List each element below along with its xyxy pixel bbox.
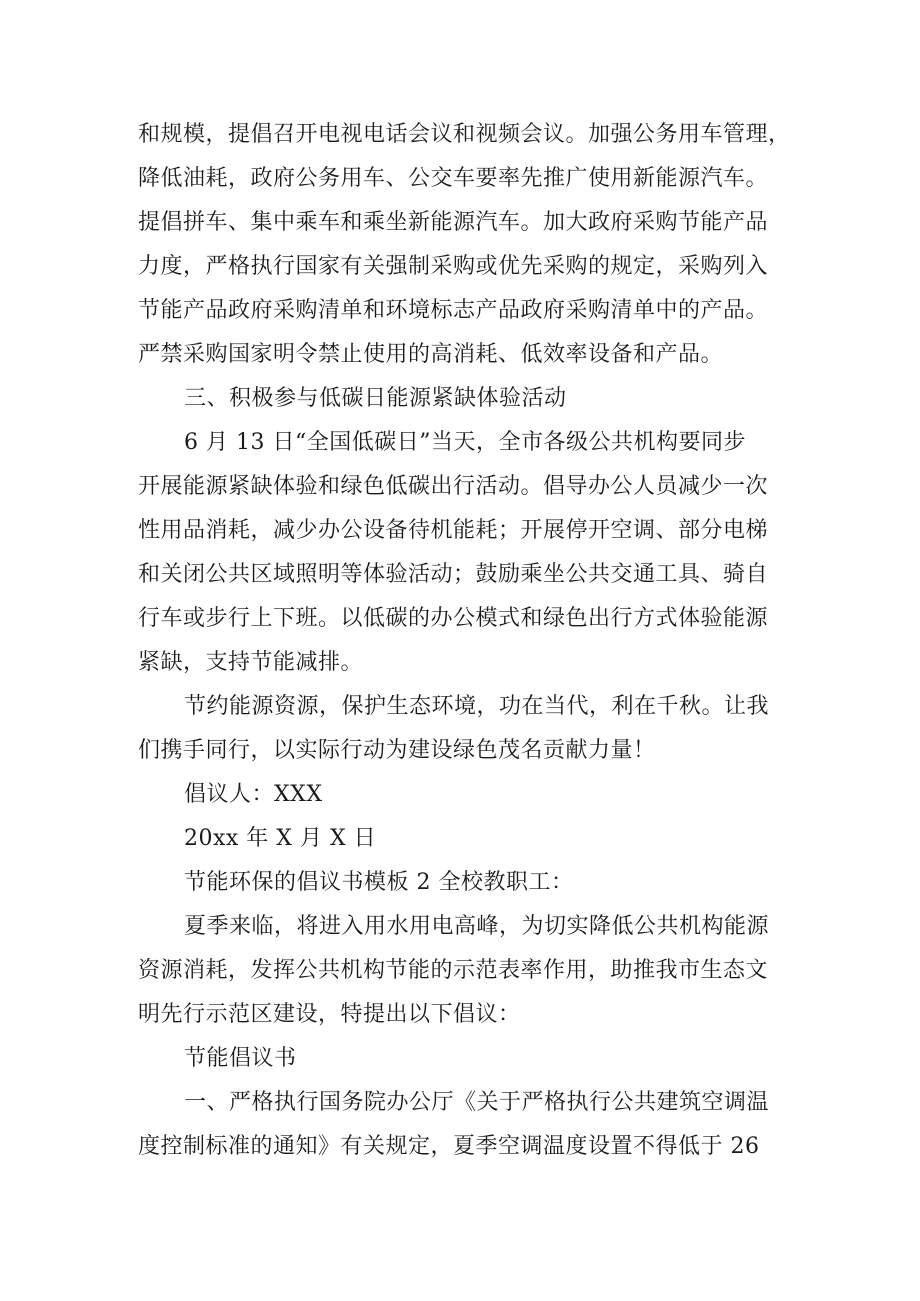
text-line: 紧缺，支持节能减排。 [138, 650, 364, 675]
text-line: 节能倡议书 [184, 1046, 297, 1071]
text-line: 倡议人：XXX [184, 782, 323, 807]
text-line: 性用品消耗，减少办公设备待机能耗；开展停开空调、部分电梯 [138, 518, 769, 543]
text-line: 们携手同行，以实际行动为建设绿色茂名贡献力量！ [138, 738, 656, 763]
text-line: 20xx 年 X 月 X 日 [184, 826, 377, 851]
text-line: 提倡拼车、集中乘车和乘坐新能源汽车。加大政府采购节能产品 [138, 210, 769, 235]
text-line: 节能产品政府采购清单和环境标志产品政府采购清单中的产品。 [138, 298, 769, 323]
text-line: 6 月 13 日“全国低碳日”当天，全市各级公共机构要同步 [184, 430, 746, 455]
text-line: 一、严格执行国务院办公厅《关于严格执行公共建筑空调温 [184, 1090, 770, 1115]
text-line: 明先行示范区建设，特提出以下倡议： [138, 1002, 521, 1027]
text-line: 和规模，提倡召开电视电话会议和视频会议。加强公务用车管理， [138, 122, 791, 147]
text-line: 节约能源资源，保护生态环境，功在当代，利在千秋。让我 [184, 694, 770, 719]
document-body [138, 113, 798, 1169]
text-line: 力度，严格执行国家有关强制采购或优先采购的规定，采购列入 [138, 254, 769, 279]
text-line: 降低油耗，政府公务用车、公交车要率先推广使用新能源汽车。 [138, 166, 769, 191]
text-line: 资源消耗，发挥公共机构节能的示范表率作用，助推我市生态文 [138, 958, 769, 983]
text-line: 夏季来临，将进入用水用电高峰，为切实降低公共机构能源 [184, 914, 770, 939]
text-line: 和关闭公共区域照明等体验活动；鼓励乘坐公共交通工具、骑自 [138, 562, 769, 587]
text-line: 节能环保的倡议书模板 2 全校教职工： [184, 870, 574, 895]
text-line: 度控制标准的通知》有关规定，夏季空调温度设置不得低于 26 [138, 1134, 760, 1159]
text-line: 开展能源紧缺体验和绿色低碳出行活动。倡导办公人员减少一次 [138, 474, 769, 499]
text-line: 行车或步行上下班。以低碳的办公模式和绿色出行方式体验能源 [138, 606, 769, 631]
text-line: 三、积极参与低碳日能源紧缺体验活动 [184, 386, 567, 411]
text-line: 严禁采购国家明令禁止使用的高消耗、低效率设备和产品。 [138, 342, 724, 367]
